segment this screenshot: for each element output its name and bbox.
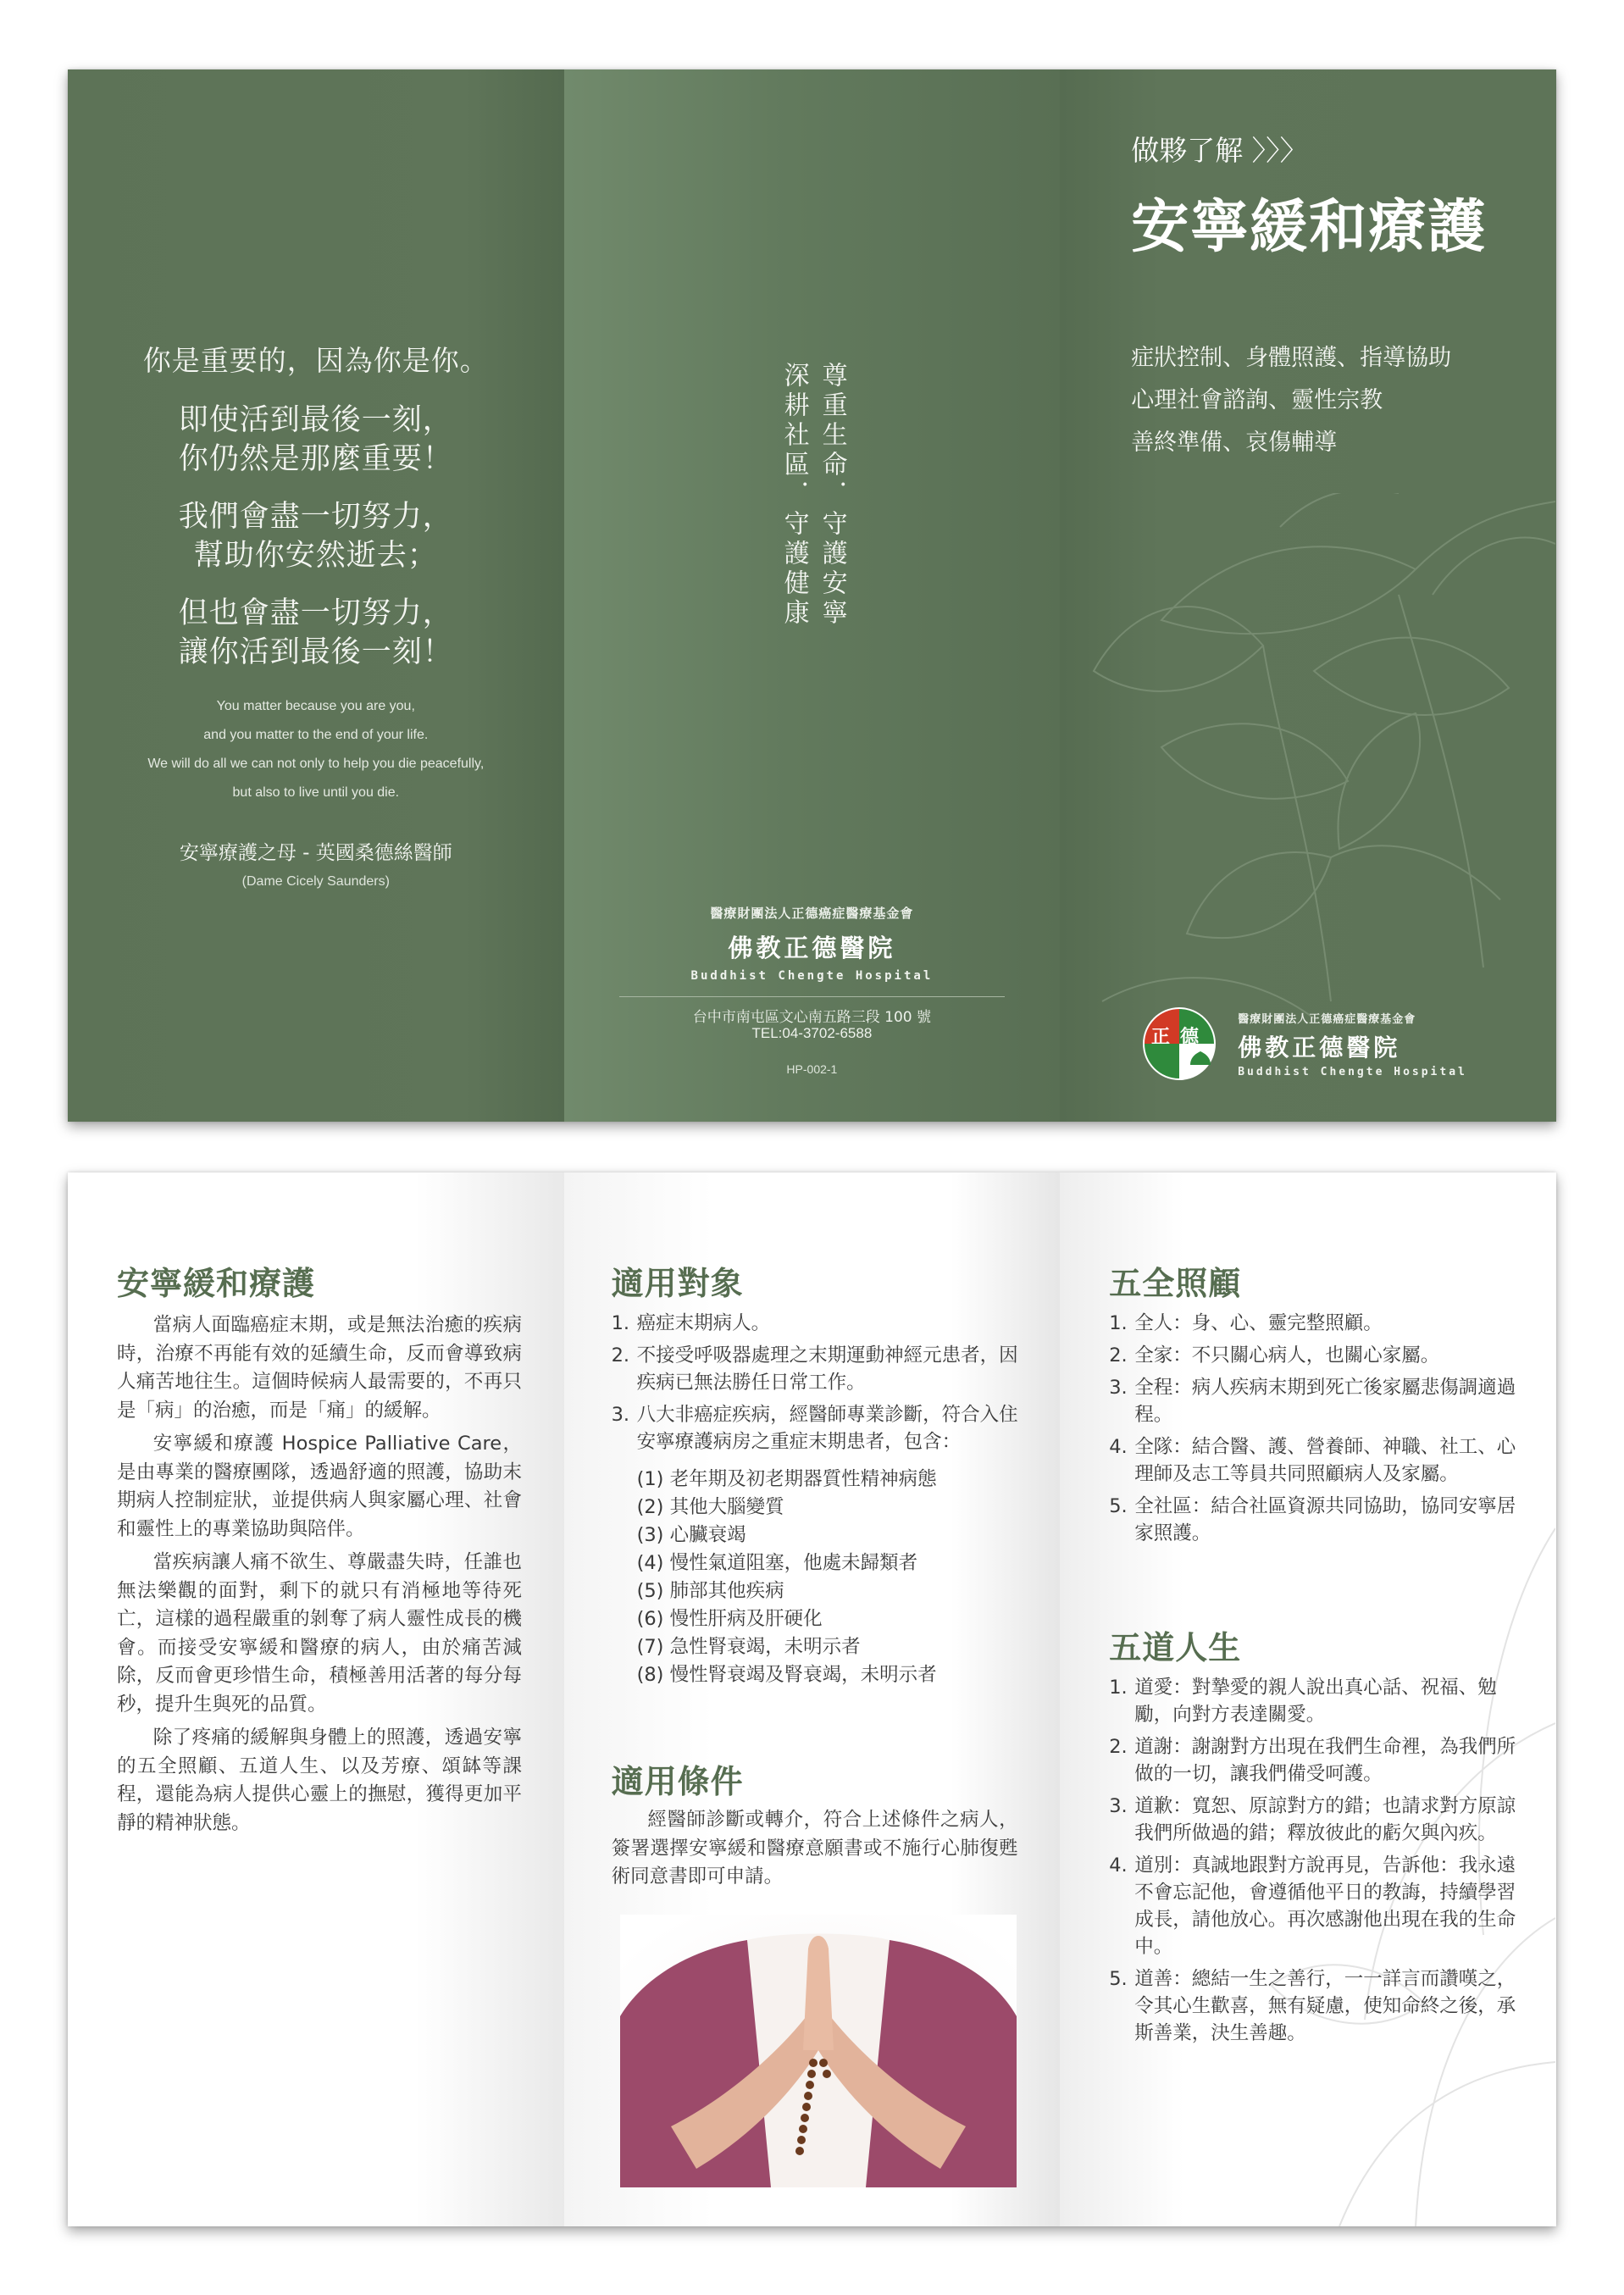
eligible-list [612, 1310, 1020, 1694]
list-item [1109, 1793, 1516, 1847]
quote-block-3 [68, 594, 564, 672]
intro-paragraph: 除了疼痛的緩解與身體上的照護，透過安寧的五全照顧、五道人生、以及芳療、頌缽等課程，還能為病人提供心靈上的撫慰，獲得更加平靜的精神狀態。 [117, 1727, 522, 1834]
list-number: 1. [611, 1312, 630, 1334]
cover-kicker: 做夥了解 〉〉〉 [1131, 134, 1308, 167]
list-number: 2. [611, 1344, 630, 1366]
hospital-name-zh: 佛教正德醫院 [1238, 1034, 1401, 1062]
svg-text:正: 正 [1151, 1027, 1171, 1048]
intro-body [117, 1311, 522, 1843]
list-number: 3. [1109, 1795, 1128, 1817]
brochure-inside [68, 1172, 1556, 2226]
quote-english [68, 692, 564, 807]
sublist-item: (2) 其他大腦變質 [636, 1496, 784, 1518]
front-back-cover-panel [564, 69, 1061, 1122]
quote-chinese [68, 339, 564, 690]
intro-heading: 安寧緩和療護 [117, 1265, 316, 1302]
quote-en-line: and you matter to the end of your life. [203, 728, 429, 742]
list-item [1109, 1433, 1516, 1488]
list-item [1109, 1342, 1516, 1369]
quote-en-line: but also to live until you die. [232, 785, 400, 800]
intro-paragraph: 當病人面臨癌症末期，或是無法治癒的疾病時，治療不再能有效的延續生命，反而會導致病人痛苦地往生。這個時候病人最需要的，不再只是「病」的治癒，而是「痛」的緩解。 [117, 1314, 522, 1422]
list-number: 2. [1109, 1736, 1128, 1758]
lotus-leaf-decoration-icon [1060, 493, 1555, 1069]
list-text: 道謝：謝謝對方出現在我們生命裡，為我們所做的一切，讓我們備受呵護。 [1134, 1736, 1516, 1785]
list-item [612, 1401, 1020, 1689]
service-line: 善終準備、哀傷輔導 [1131, 430, 1338, 456]
quote-line: 你仍然是那麼重要！ [178, 442, 453, 476]
quote-line: 但也會盡一切努力， [178, 596, 453, 630]
service-line: 症狀控制、身體照護、指導協助 [1131, 345, 1452, 371]
list-text: 八大非癌症疾病，經醫師專業診斷，符合入住安寧療護病房之重症末期患者，包含： [636, 1404, 1018, 1453]
list-item [1109, 1310, 1516, 1337]
document-code: HP-002-1 [786, 1062, 838, 1076]
five-ways-list [1109, 1674, 1516, 2052]
hospital-name-en: Buddhist Chengte Hospital [1238, 1066, 1467, 1078]
brochure-front [68, 69, 1556, 1122]
quote-line: 讓你活到最後一刻！ [178, 635, 453, 669]
quote-line: 幫助你安然逝去； [193, 539, 438, 573]
list-text: 道別：真誠地跟對方說再見，告訴他：我永遠不會忘記他，會遵循他平日的教誨，持續學習成長，請他放心。再次感謝他出現在我的生命中。 [1134, 1854, 1516, 1958]
quote-en-line: You matter because you are you, [216, 699, 415, 713]
eligibility-panel [564, 1172, 1061, 2226]
list-text: 全程：病人疾病末期到死亡後家屬悲傷調適過程。 [1134, 1377, 1516, 1426]
cover-services [1131, 337, 1451, 464]
quote-author-en: (Dame Cicely Saunders) [241, 874, 390, 889]
conditions-body [612, 1806, 1018, 1897]
list-text: 全家：不只關心病人，也關心家屬。 [1134, 1344, 1440, 1366]
list-text: 道歉：寬恕、原諒對方的錯；也請求對方原諒我們所做過的錯；釋放彼此的虧欠與內疚。 [1134, 1795, 1516, 1844]
conditions-paragraph: 經醫師診斷或轉介，符合上述條件之病人，簽署選擇安寧緩和醫療意願書或不施行心肺復甦術同意書即可申請。 [611, 1809, 1018, 1888]
slogan-vertical-1: 尊重生命．守護安寧 [817, 362, 847, 629]
sublist-item: (1) 老年期及初老期器質性精神病態 [636, 1468, 937, 1490]
list-number: 3. [1109, 1377, 1128, 1399]
list-item [1109, 1733, 1516, 1788]
slogan-vertical-2: 深耕社區．守護健康 [779, 362, 809, 629]
hospital-name-zh: 佛教正德醫院 [728, 934, 896, 962]
svg-text:德: 德 [1180, 1027, 1200, 1048]
sublist-item: (8) 慢性腎衰竭及腎衰竭，未明示者 [636, 1664, 937, 1686]
quote-line: 即使活到最後一刻， [178, 403, 453, 437]
five-ways-heading: 五道人生 [1109, 1629, 1242, 1666]
conditions-heading: 適用條件 [611, 1763, 744, 1800]
list-number: 5. [1109, 1968, 1128, 1990]
sublist-item: (3) 心臟衰竭 [636, 1524, 746, 1546]
hospital-name-en: Buddhist Chengte Hospital [690, 969, 934, 983]
quote-block-2 [68, 497, 564, 575]
list-item [1109, 1852, 1516, 1960]
quote-block-1 [68, 401, 564, 479]
front-cover-panel [1060, 69, 1556, 1122]
list-item [612, 1342, 1020, 1396]
list-number: 2. [1109, 1344, 1128, 1366]
list-item [1109, 1374, 1516, 1428]
list-number: 5. [1109, 1495, 1128, 1517]
list-number: 3. [611, 1404, 630, 1426]
hospital-phone: TEL:04-3702-6588 [751, 1025, 873, 1041]
list-text: 道愛：對摯愛的親人說出真心話、祝福、勉勵，向對方表達關愛。 [1134, 1677, 1497, 1726]
quote-author: 安寧療護之母 - 英國桑德絲醫師 [179, 842, 452, 864]
five-care-heading: 五全照顧 [1109, 1265, 1242, 1302]
divider [619, 996, 1006, 997]
foundation-name: 醫療財團法人正德癌症醫療基金會 [710, 906, 914, 921]
quote-en-line: We will do all we can not only to help you die peacefully, [147, 757, 485, 771]
list-text: 不接受呼吸器處理之末期運動神經元患者，因疾病已無法勝任日常工作。 [636, 1344, 1018, 1394]
list-number: 1. [1109, 1312, 1128, 1334]
sublist-item: (7) 急性腎衰竭，未明示者 [636, 1636, 861, 1658]
list-number: 4. [1109, 1436, 1128, 1458]
quote-line-0: 你是重要的，因為你是你。 [142, 344, 489, 377]
list-text: 全人：身、心、靈完整照顧。 [1134, 1312, 1383, 1334]
sublist-item: (6) 慢性肝病及肝硬化 [636, 1608, 823, 1630]
cover-title: 安寧緩和療護 [1131, 194, 1488, 261]
disease-sublist [637, 1466, 1020, 1689]
front-quote-panel [68, 69, 564, 1122]
list-item [1109, 1493, 1516, 1547]
list-number: 1. [1109, 1677, 1128, 1699]
intro-paragraph: 當疾病讓人痛不欲生、尊嚴盡失時，任誰也無法樂觀的面對，剩下的就只有消極地等待死亡，這樣的過程嚴重的剝奪了病人靈性成長的機會。而接受安寧緩和醫療的病人，由於痛苦減除，反而會更珍惜生命，積極善用活著的每分每秒，提升生與死的品質。 [117, 1551, 522, 1716]
list-text: 道善：總結一生之善行，一一詳言而讚嘆之，令其心生歡喜，無有疑慮，使知命終之後，承斯善業，決生善趣。 [1134, 1968, 1516, 2044]
quote-line: 我們會盡一切努力， [178, 500, 453, 534]
list-text: 癌症末期病人。 [636, 1312, 771, 1334]
list-item [1109, 1965, 1516, 2047]
foundation-name: 醫療財團法人正德癌症醫療基金會 [1238, 1013, 1416, 1026]
five-care-list [1109, 1310, 1516, 1552]
hospital-logo-icon [1141, 1006, 1226, 1090]
sublist-item: (4) 慢性氣道阻塞，他處未歸類者 [636, 1552, 918, 1574]
intro-panel [68, 1172, 564, 2226]
intro-paragraph: 安寧緩和療護 Hospice Palliative Care，是由專業的醫療團隊，透過舒適的照護，協助末期病人控制症狀，並提供病人與家屬心理、社會和靈性上的專業協助與陪伴。 [117, 1433, 522, 1540]
list-item [1109, 1674, 1516, 1728]
praying-hands-photo [620, 1915, 1017, 2187]
sublist-item: (5) 肺部其他疾病 [636, 1580, 784, 1602]
list-number: 4. [1109, 1854, 1128, 1876]
list-text: 全隊：結合醫、護、營養師、神職、社工、心理師及志工等員共同照顧病人及家屬。 [1134, 1436, 1516, 1485]
hospital-address: 台中市南屯區文心南五路三段 100 號 [692, 1009, 932, 1026]
list-item [612, 1310, 1020, 1337]
service-line: 心理社會諮詢、靈性宗教 [1131, 387, 1383, 413]
list-text: 全社區：結合社區資源共同協助，協同安寧居家照護。 [1134, 1495, 1516, 1544]
eligible-heading: 適用對象 [611, 1265, 744, 1302]
five-care-panel [1060, 1172, 1556, 2226]
